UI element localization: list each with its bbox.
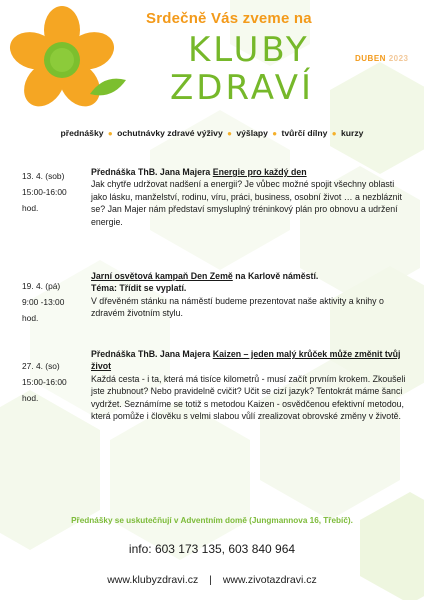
invitation-text: Srdečně Vás zveme na — [146, 10, 312, 27]
event-item — [0, 270, 424, 340]
logo-text-zdravi: ZDRAVÍ — [170, 68, 315, 108]
event-body — [91, 166, 409, 228]
bullet-dot-icon: ● — [331, 129, 337, 138]
event-datetime — [22, 168, 86, 216]
topics-bar — [0, 128, 424, 138]
event-time: 9:00 -13:00 — [22, 297, 65, 307]
event-date: 13. 4. (sob) — [22, 171, 65, 181]
topic-item: tvůrčí dílny — [281, 128, 328, 138]
event-title-prefix: Přednáška ThB. Jana Majera — [91, 167, 213, 177]
event-title-topic: Jarní osvětová kampaň Den Země — [91, 271, 233, 281]
event-item — [0, 166, 424, 262]
event-body — [91, 348, 409, 422]
website-links — [0, 574, 424, 586]
bullet-dot-icon: ● — [227, 129, 232, 138]
event-title-prefix: Přednáška ThB. Jana Majera — [91, 349, 213, 359]
contact-info: info: 603 173 135, 603 840 964 — [128, 542, 296, 556]
event-title-topic: Energie pro každý den — [212, 167, 307, 177]
event-description: Každá cesta - i ta, která má tisíce kilometrů - musí začít prvním krokem. Zkoušeli jste zhubnout? Nebo pravidelně cvičit? Učit se cizí jazyk? Tentokrát máme šanci vydržet. Seznámíme se totiž s metodou Kaizen - osvědčenou efektivní metodou, která pomůže i člověku s velmi slabou vůlí zrealizovat obrovské změny v životě. — [91, 373, 406, 422]
event-title-rest: na Karlově náměstí. — [232, 271, 319, 281]
topic-item: přednášky — [60, 128, 104, 138]
event-body — [91, 270, 409, 320]
event-time: 15:00-16:00 — [22, 377, 67, 387]
topic-item: výšlapy — [236, 128, 268, 138]
event-time-suffix: hod. — [22, 313, 39, 323]
event-datetime — [22, 358, 86, 406]
month-name: DUBEN — [355, 54, 386, 63]
event-time-suffix: hod. — [22, 393, 39, 403]
topic-item: kurzy — [341, 128, 364, 138]
event-subtitle: Téma: Třídit se vyplatí. — [91, 283, 187, 294]
event-title-topic: Kaizen – jeden malý krůček může změnit tvůj život — [91, 349, 401, 372]
website-link-klubyzdravi[interactable]: www.klubyzdravi.cz — [107, 574, 199, 586]
website-link-zivotazdravi[interactable]: www.zivotazdravi.cz — [222, 574, 317, 586]
link-separator: | — [209, 574, 212, 586]
event-description: Jak chytře udržovat nadšení a energii? Je vůbec možné spojit všechny oblasti jako lásku, manželství, rodinu, víru, práci, business, osobní život … a nezbláznit se? Jan Majer nám představí smysluplný tréninkový plán pro obnovu a udržení energie. — [91, 179, 402, 227]
bullet-dot-icon: ● — [107, 129, 113, 138]
event-date: 27. 4. (so) — [22, 361, 60, 371]
month-year: 2023 — [388, 54, 409, 63]
event-title — [91, 166, 409, 178]
event-time: 15:00-16:00 — [22, 187, 67, 197]
flower-logo-icon — [4, 4, 132, 116]
topic-item: ochutnávky zdravé výživy — [117, 128, 223, 138]
event-datetime — [22, 278, 86, 326]
event-item — [0, 348, 424, 468]
month-label — [355, 54, 408, 63]
event-title — [91, 348, 409, 373]
event-description: V dřevěném stánku na náměstí budeme prezentovat naše aktivity a knihy o zdravém životním stylu. — [91, 295, 384, 319]
event-title — [91, 270, 409, 282]
logo-text-kluby: KLUBY — [188, 30, 310, 70]
header — [0, 0, 424, 120]
bullet-dot-icon: ● — [272, 129, 278, 138]
venue-note: Přednášky se uskutečňují v Adventním domě (Jungmannova 16, Třebíč). — [71, 516, 353, 525]
event-time-suffix: hod. — [22, 203, 39, 213]
event-date: 19. 4. (pá) — [22, 281, 61, 291]
